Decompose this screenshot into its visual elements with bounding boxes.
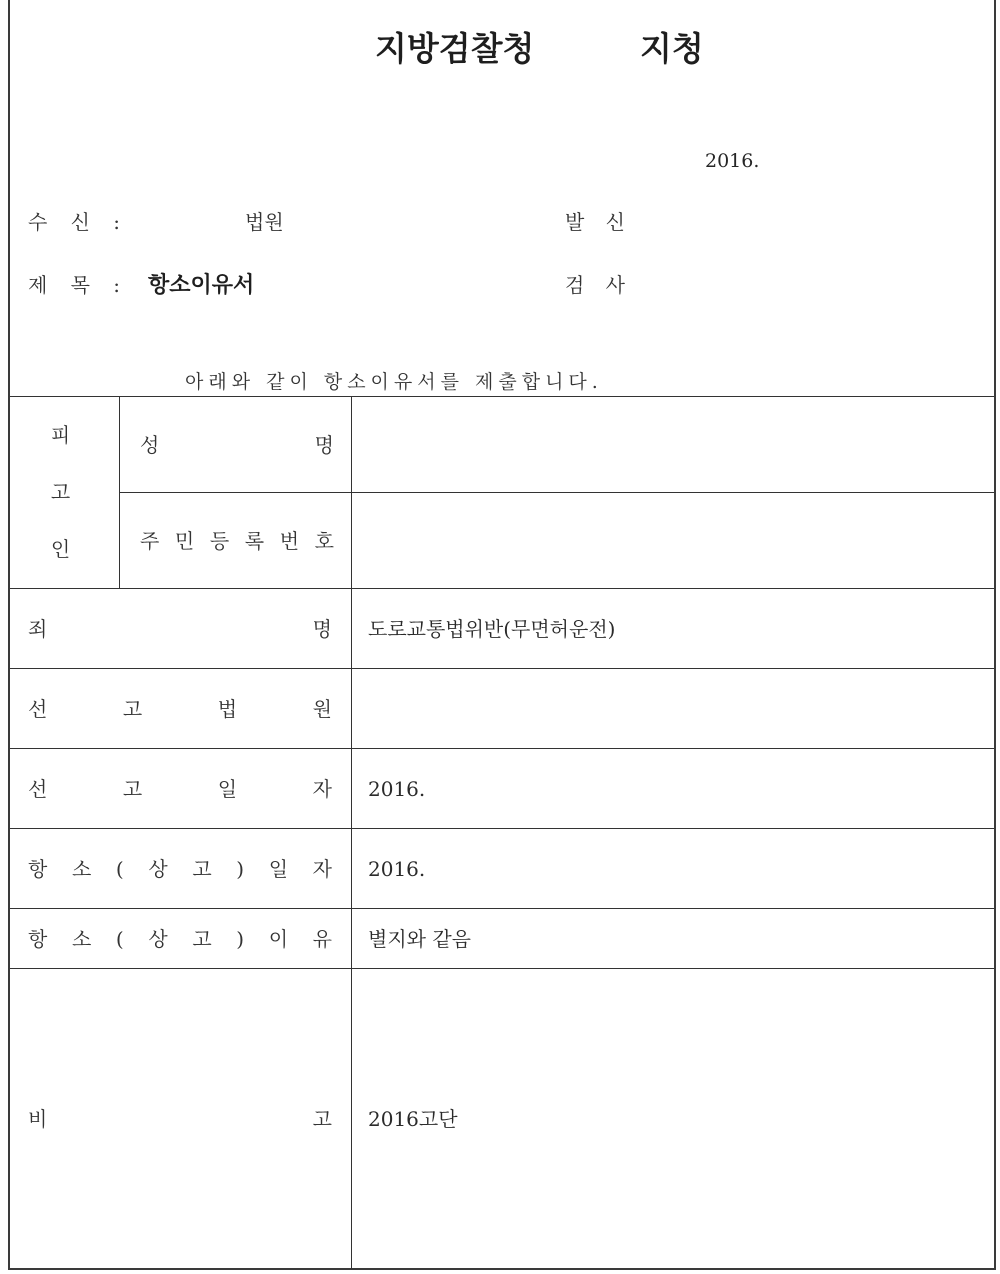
appeal-reason-label-cell: [10, 909, 352, 968]
offense-name-label: 죄 명: [28, 616, 332, 641]
recipient-value: 법원: [245, 210, 284, 234]
sentencing-court-value-cell: [352, 669, 994, 748]
defendant-section: [10, 397, 994, 589]
remarks-label: 비 고: [28, 1107, 332, 1131]
document-date: 2016.: [705, 150, 760, 172]
appeal-date-label-cell: [10, 829, 352, 908]
offense-name-value-cell: [352, 589, 994, 668]
subject-value: 항소이유서: [148, 272, 255, 298]
offense-name-row: [10, 589, 994, 669]
defendant-name-label: 성 명: [140, 432, 334, 457]
appeal-date-row: [10, 829, 994, 909]
defendant-name-label-cell: [120, 397, 352, 493]
remarks-label-cell: [10, 969, 352, 1269]
sentencing-court-label: 선 고 법 원: [28, 696, 332, 721]
recipient-label: 수 신 :: [28, 210, 120, 234]
remarks-value: 2016고단: [368, 1107, 458, 1131]
appeal-date-value: 2016.: [368, 856, 426, 881]
offense-name-label-cell: [10, 589, 352, 668]
sentencing-date-value: 2016.: [368, 776, 426, 801]
appeal-reason-row: [10, 909, 994, 969]
offense-name-value: 도로교통법위반(무면허운전): [368, 616, 616, 641]
remarks-value-cell: [352, 969, 994, 1269]
submission-statement: 아래와 같이 항소이유서를 제출합니다.: [185, 371, 603, 393]
sentencing-date-value-cell: [352, 749, 994, 828]
sentencing-court-label-cell: [10, 669, 352, 748]
appeal-reason-label: 항 소 ( 상 고 ) 이 유: [28, 926, 332, 951]
remarks-row: [10, 969, 994, 1269]
title-branch-office: 지청: [640, 29, 704, 68]
subject-label: 제 목 :: [28, 273, 120, 297]
defendant-group-cell: [10, 397, 120, 588]
resident-number-value-cell: [352, 493, 994, 588]
defendant-name-value-cell: [352, 397, 994, 493]
resident-number-label-cell: [120, 493, 352, 588]
sender-label: 발 신: [565, 210, 625, 234]
sentencing-date-label: 선 고 일 자: [28, 776, 332, 801]
sentencing-date-row: [10, 749, 994, 829]
appeal-reason-value: 별지와 같음: [368, 926, 471, 951]
appeal-reason-value-cell: [352, 909, 994, 968]
defendant-group-label: 피고인: [50, 423, 71, 561]
sentencing-date-label-cell: [10, 749, 352, 828]
prosecutor-label: 검 사: [565, 273, 625, 297]
sentencing-court-row: [10, 669, 994, 749]
appeal-date-label: 항 소 ( 상 고 ) 일 자: [28, 856, 332, 881]
title-prosecutors-office: 지방검찰청: [375, 29, 535, 68]
appeal-date-value-cell: [352, 829, 994, 908]
resident-number-label: 주 민 등 록 번 호: [140, 528, 334, 553]
appeal-form-table: [10, 396, 994, 1269]
